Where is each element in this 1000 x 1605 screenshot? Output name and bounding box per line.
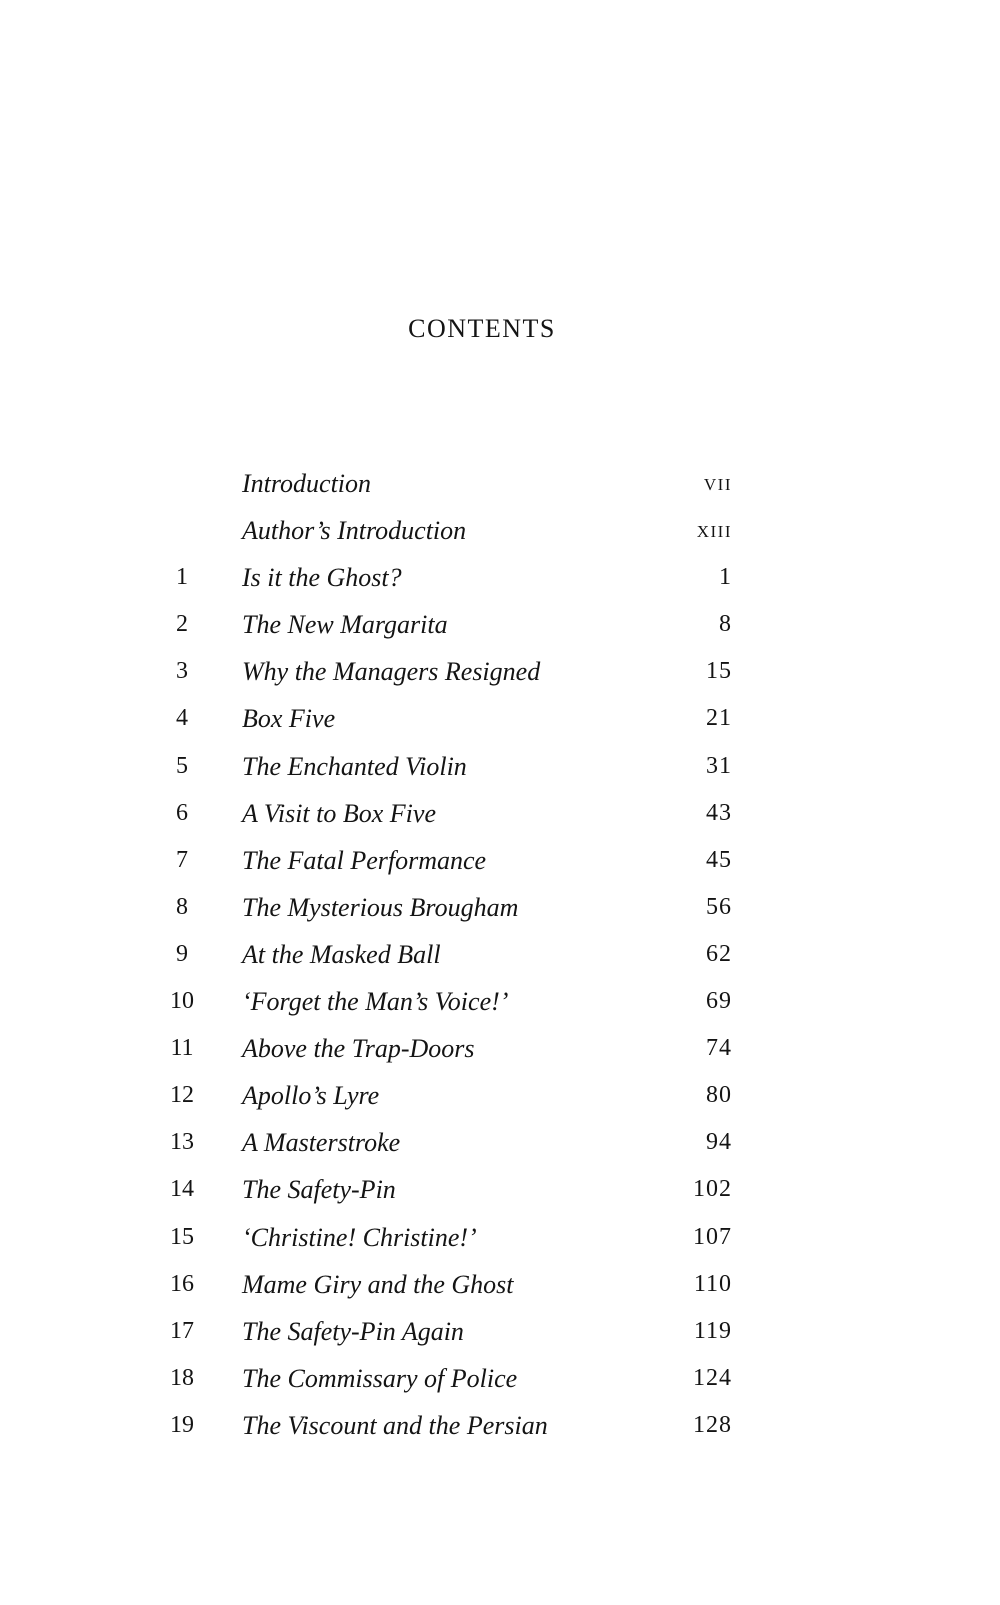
page-number: 56: [706, 893, 732, 920]
page-number: 1: [719, 564, 732, 591]
chapter-title: At the Masked Ball: [242, 939, 441, 969]
page-number: 21: [706, 705, 732, 732]
toc-entry: [0, 1261, 1000, 1308]
chapter-number: 12: [170, 1082, 194, 1109]
chapter-title: ‘Christine! Christine!’: [242, 1222, 477, 1252]
chapter-title: Box Five: [242, 704, 336, 734]
page-number: 102: [693, 1176, 732, 1203]
page-number: 74: [706, 1035, 732, 1062]
page-number: 31: [706, 752, 732, 779]
toc-entry: [0, 1402, 1000, 1449]
toc-entry: [0, 743, 1000, 790]
toc-entry: [0, 790, 1000, 837]
chapter-title: Mame Giry and the Ghost: [242, 1269, 514, 1299]
chapter-number: 19: [170, 1411, 194, 1438]
page-number: xiii: [696, 517, 732, 544]
chapter-title: The New Margarita: [242, 610, 448, 640]
page-number: 119: [693, 1317, 732, 1344]
chapter-number: 16: [170, 1270, 194, 1297]
chapter-number: 3: [176, 658, 188, 685]
chapter-title: Introduction: [242, 469, 372, 498]
chapter-title: Apollo’s Lyre: [242, 1081, 380, 1111]
page-number: 94: [706, 1129, 732, 1156]
page-number: 107: [693, 1223, 732, 1250]
toc-entry: [0, 507, 1000, 554]
page-number: 8: [719, 611, 732, 638]
page-number: 69: [706, 988, 732, 1015]
toc-entry: [0, 1214, 1000, 1261]
toc-entry: [0, 1308, 1000, 1355]
page-number: 62: [706, 940, 732, 967]
toc-entry: [0, 1166, 1000, 1213]
page-number: 43: [706, 799, 732, 826]
chapter-number: 1: [176, 564, 188, 591]
page-number: vii: [703, 470, 732, 496]
chapter-number: 5: [176, 752, 188, 779]
page-number: 15: [706, 658, 732, 685]
chapter-title: The Fatal Performance: [242, 845, 487, 875]
toc-entry: [0, 931, 1000, 978]
chapter-number: 13: [170, 1129, 194, 1156]
chapter-title: The Safety-Pin: [242, 1175, 396, 1205]
chapter-number: 11: [170, 1035, 194, 1062]
page-number: 80: [706, 1082, 732, 1109]
chapter-title: The Mysterious Brougham: [242, 892, 519, 922]
page-number: 128: [693, 1411, 732, 1438]
chapter-title: A Visit to Box Five: [242, 798, 436, 828]
chapter-title: Why the Managers Resigned: [242, 657, 541, 687]
chapter-number: 15: [170, 1223, 194, 1250]
toc-entry: [0, 978, 1000, 1025]
chapter-title: Above the Trap-Doors: [242, 1034, 475, 1064]
chapter-title: ‘Forget the Man’s Voice!’: [242, 987, 509, 1017]
toc-entry: [0, 554, 1000, 601]
toc-entry: [0, 460, 1000, 507]
toc-entry: [0, 695, 1000, 742]
chapter-number: 6: [176, 799, 188, 826]
page-number: 124: [693, 1364, 732, 1391]
chapter-number: 4: [176, 705, 188, 732]
chapter-title: The Commissary of Police: [242, 1363, 518, 1393]
chapter-number: 10: [170, 988, 194, 1015]
toc-entry: [0, 1025, 1000, 1072]
chapter-title: Author’s Introduction: [242, 516, 467, 546]
toc-entry: [0, 1072, 1000, 1119]
chapter-number: 7: [176, 846, 188, 873]
toc-entry: [0, 1119, 1000, 1166]
toc-entry: [0, 648, 1000, 695]
toc-entry: [0, 601, 1000, 648]
chapter-number: 17: [170, 1317, 194, 1344]
table-of-contents: [0, 460, 1000, 1449]
page-title: CONTENTS: [408, 314, 556, 343]
page-number: 45: [706, 846, 732, 873]
chapter-number: 18: [170, 1364, 194, 1391]
toc-entry: [0, 837, 1000, 884]
toc-entry: [0, 884, 1000, 931]
chapter-title: The Safety-Pin Again: [242, 1316, 464, 1346]
page-number: 110: [693, 1270, 732, 1297]
chapter-number: 8: [176, 893, 188, 920]
toc-entry: [0, 1355, 1000, 1402]
chapter-number: 2: [176, 611, 188, 638]
chapter-title: Is it the Ghost?: [242, 563, 402, 593]
chapter-number: 9: [176, 940, 188, 967]
chapter-title: A Masterstroke: [242, 1128, 401, 1158]
chapter-title: The Viscount and the Persian: [242, 1410, 548, 1440]
chapter-number: 14: [170, 1176, 194, 1203]
chapter-title: The Enchanted Violin: [242, 751, 467, 781]
